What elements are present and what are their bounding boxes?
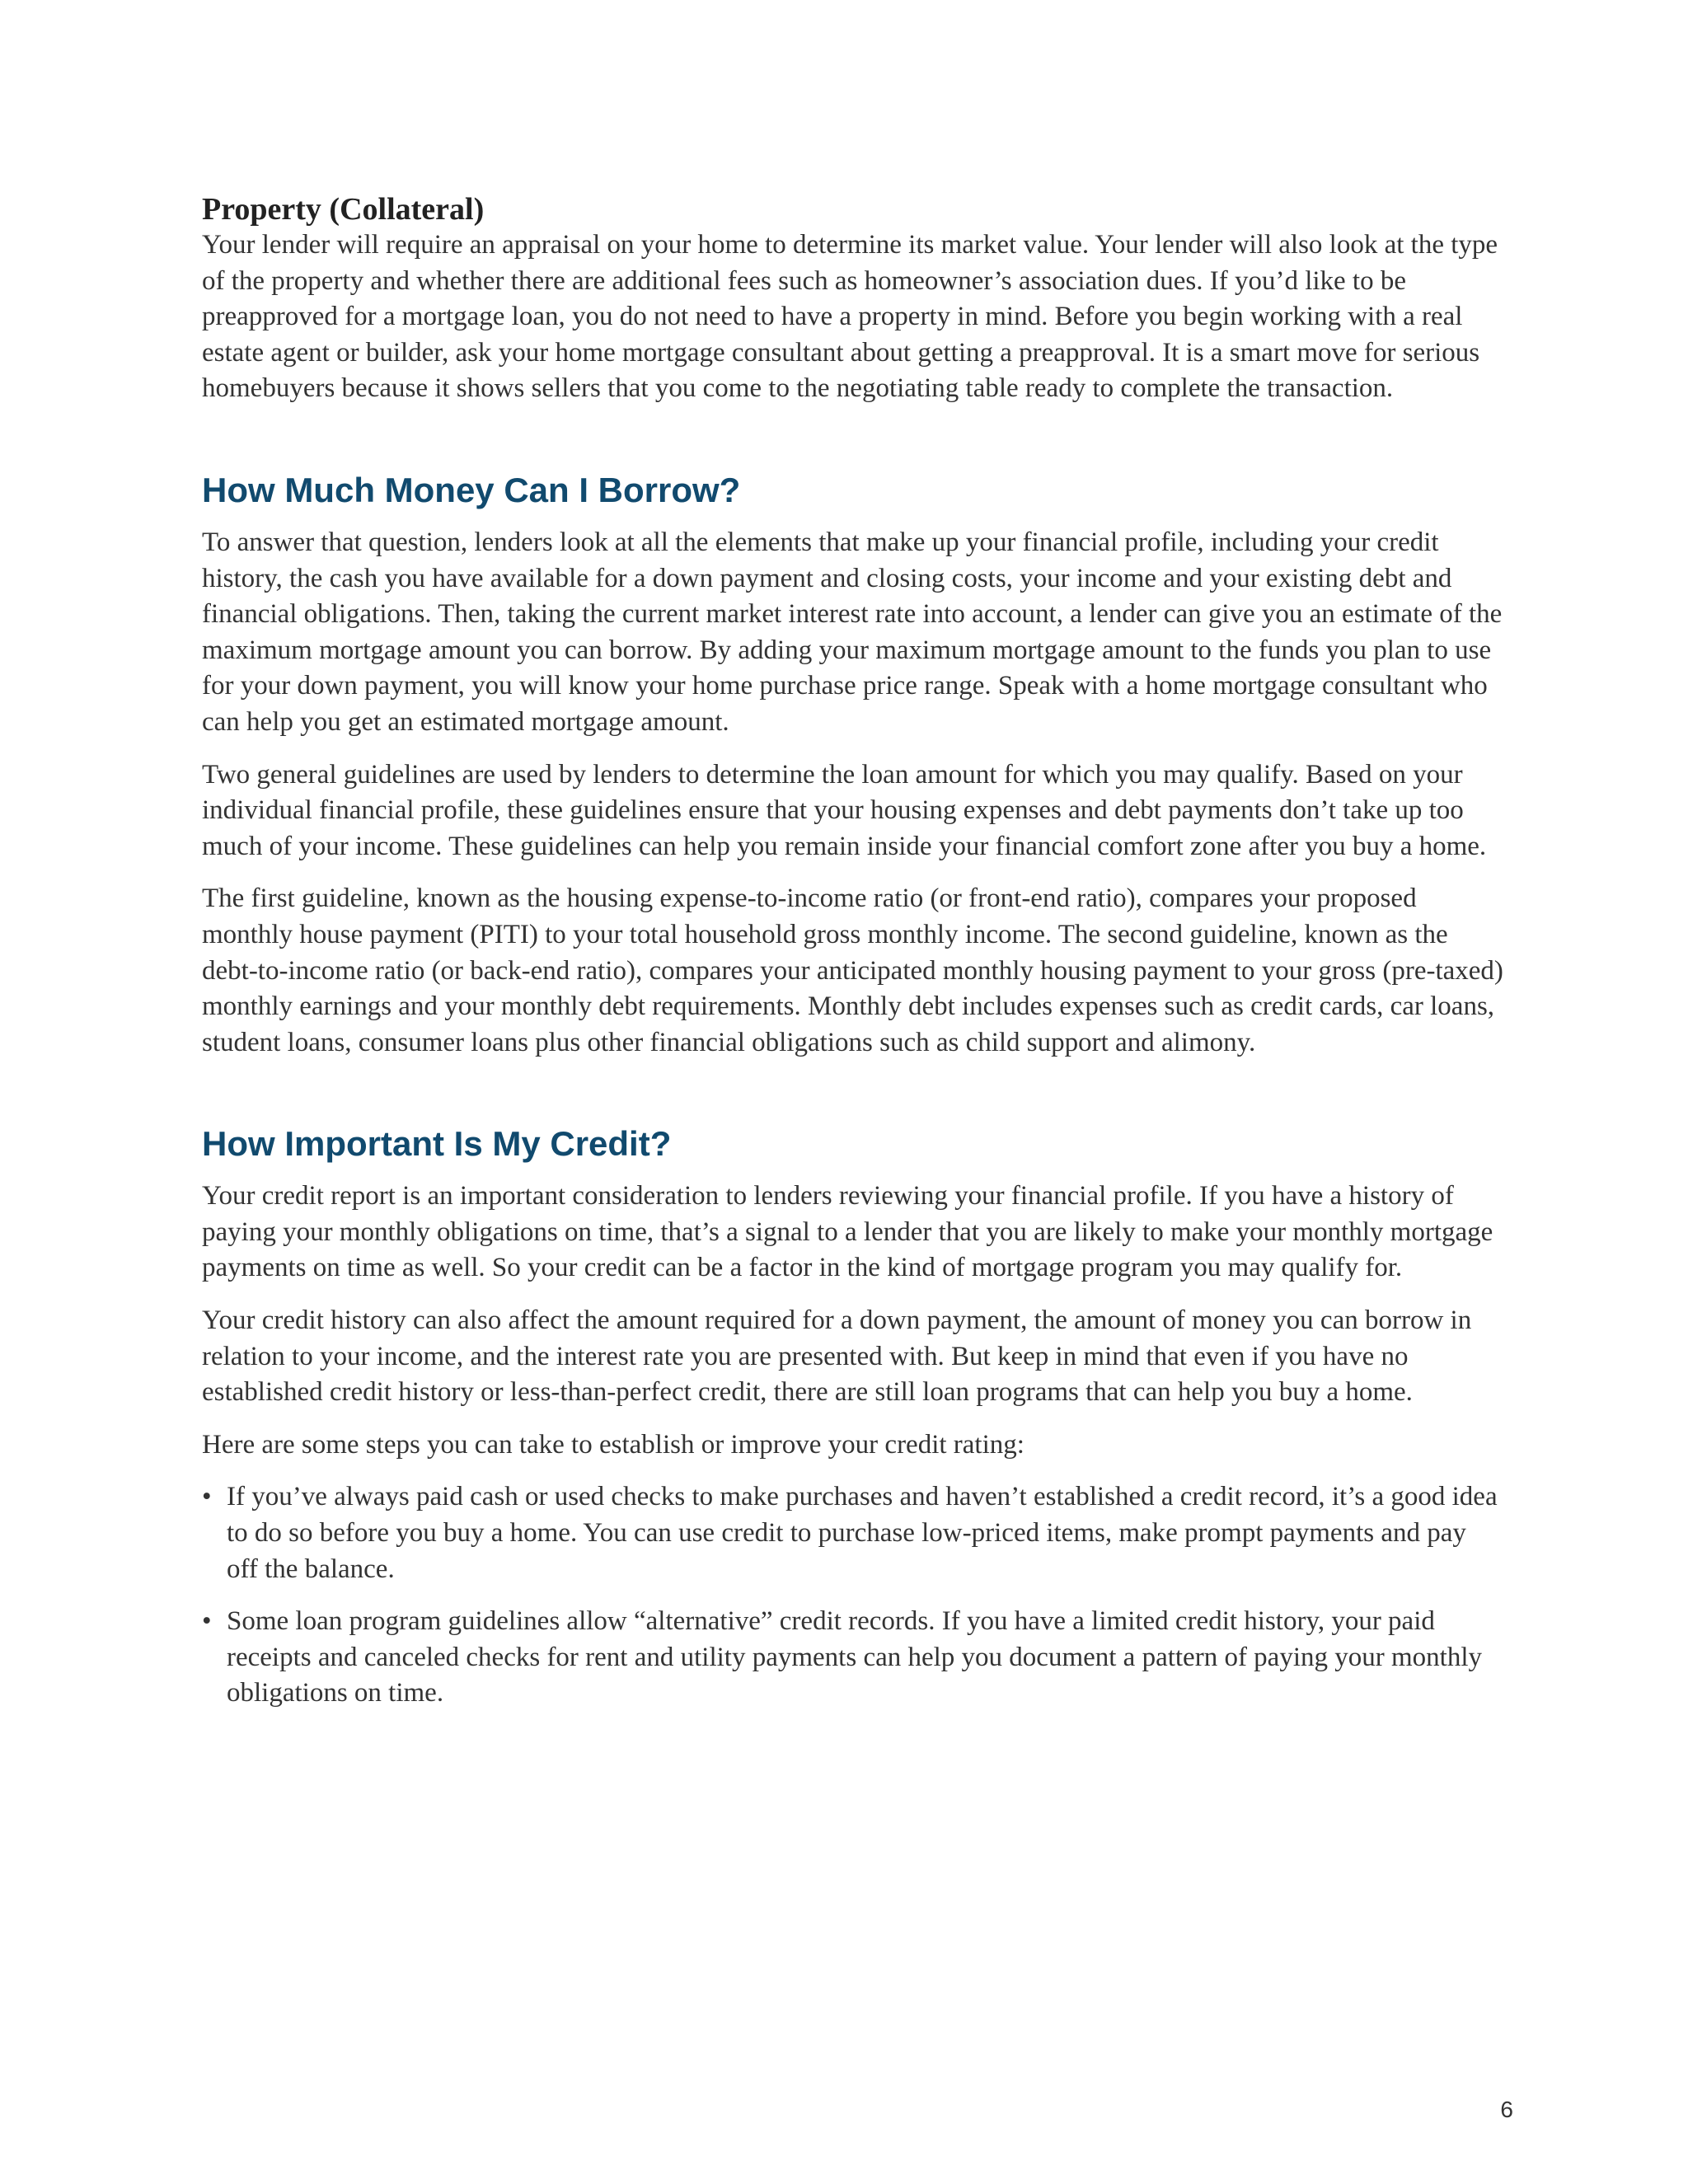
credit-paragraph-3: Here are some steps you can take to establish or improve your credit rating: — [202, 1429, 1025, 1460]
page-number: 6 — [1500, 2097, 1513, 2122]
section-spacer — [202, 1077, 1504, 1122]
property-paragraph: Your lender will require an appraisal on your home to determine its market value. Your lender will also look at the type of the property and whether there are additional fees such as homeowner’s association dues. If you’d like to be preapproved for a mortgage loan, you do not need to have a property in mind. Before you begin working with a real estate agent or builder, ask your home mortgage consultant about getting a preapproval. It is a smart move for serious homebuyers because it shows sellers that you come to the negotiating table ready to complete the transaction. — [202, 230, 1498, 404]
borrow-heading: How Much Money Can I Borrow? — [202, 470, 741, 509]
section-spacer — [202, 424, 1504, 469]
bullet-icon: • — [202, 1482, 212, 1512]
credit-section — [202, 1122, 1504, 1712]
borrow-paragraph-2: Two general guidelines are used by lenders to determine the loan amount for which you may qualify. Based on your individual financial profile, these guidelines ensure that your housing expenses and debt payments don’t take up too much of your income. These guidelines can help you remain inside your financial comfort zone after you buy a home. — [202, 759, 1487, 861]
bullet-icon: • — [202, 1606, 212, 1637]
borrow-paragraph-1: To answer that question, lenders look at all the elements that make up your financial profile, including your credit history, the cash you have available for a down payment and closing costs, your income and your existing debt and financial obligations. Then, taking the current market interest rate into account, a lender can give you an estimate of the maximum mortgage amount you can borrow. By adding your maximum mortgage amount to the funds you plan to use for your down payment, you will know your home purchase price range. Speak with a home mortgage consultant who can help you get an estimated mortgage amount. — [202, 527, 1503, 737]
credit-steps-list — [202, 1479, 1504, 1712]
property-section — [202, 191, 1504, 407]
borrow-section — [202, 469, 1504, 1061]
credit-heading: How Important Is My Credit? — [202, 1124, 672, 1164]
list-item-text: Some loan program guidelines allow “alternative” credit records. If you have a limited credit history, your paid receipts and canceled checks for rent and utility payments can help you document a pattern of paying your monthly obligations on time. — [227, 1606, 1482, 1708]
borrow-paragraph-3: The first guideline, known as the housing expense-to-income ratio (or front-end ratio), compares your proposed monthly house payment (PITI) to your total household gross monthly income. The second guideline, known as the debt-to-income ratio (or back-end ratio), compares your anticipated monthly housing payment to your gross (pre-taxed) monthly earnings and your monthly debt requirements. Monthly debt includes expenses such as credit cards, car loans, student loans, consumer loans plus other financial obligations such as child support and alimony. — [202, 883, 1503, 1057]
property-heading: Property (Collateral) — [202, 192, 485, 227]
list-item-text: If you’ve always paid cash or used checks to make purchases and haven’t established a credit record, it’s a good idea to do so before you buy a home. You can use credit to purchase low-priced items, make prompt payments and pay off the balance. — [227, 1482, 1498, 1584]
credit-paragraph-1: Your credit report is an important consideration to lenders reviewing your financial profile. If you have a history of paying your monthly obligations on time, that’s a signal to a lender that you are likely to make your monthly mortgage payments on time as well. So your credit can be a factor in the kind of mortgage program you may qualify for. — [202, 1181, 1493, 1283]
credit-paragraph-2: Your credit history can also affect the amount required for a down payment, the amount of money you can borrow in relation to your income, and the interest rate you are presented with. But keep in mind that even if you have no established credit history or less-than-perfect credit, there are still loan programs that can help you buy a home. — [202, 1305, 1472, 1408]
list-item — [202, 1479, 1504, 1587]
page-content — [202, 191, 1504, 1728]
list-item — [202, 1604, 1504, 1712]
